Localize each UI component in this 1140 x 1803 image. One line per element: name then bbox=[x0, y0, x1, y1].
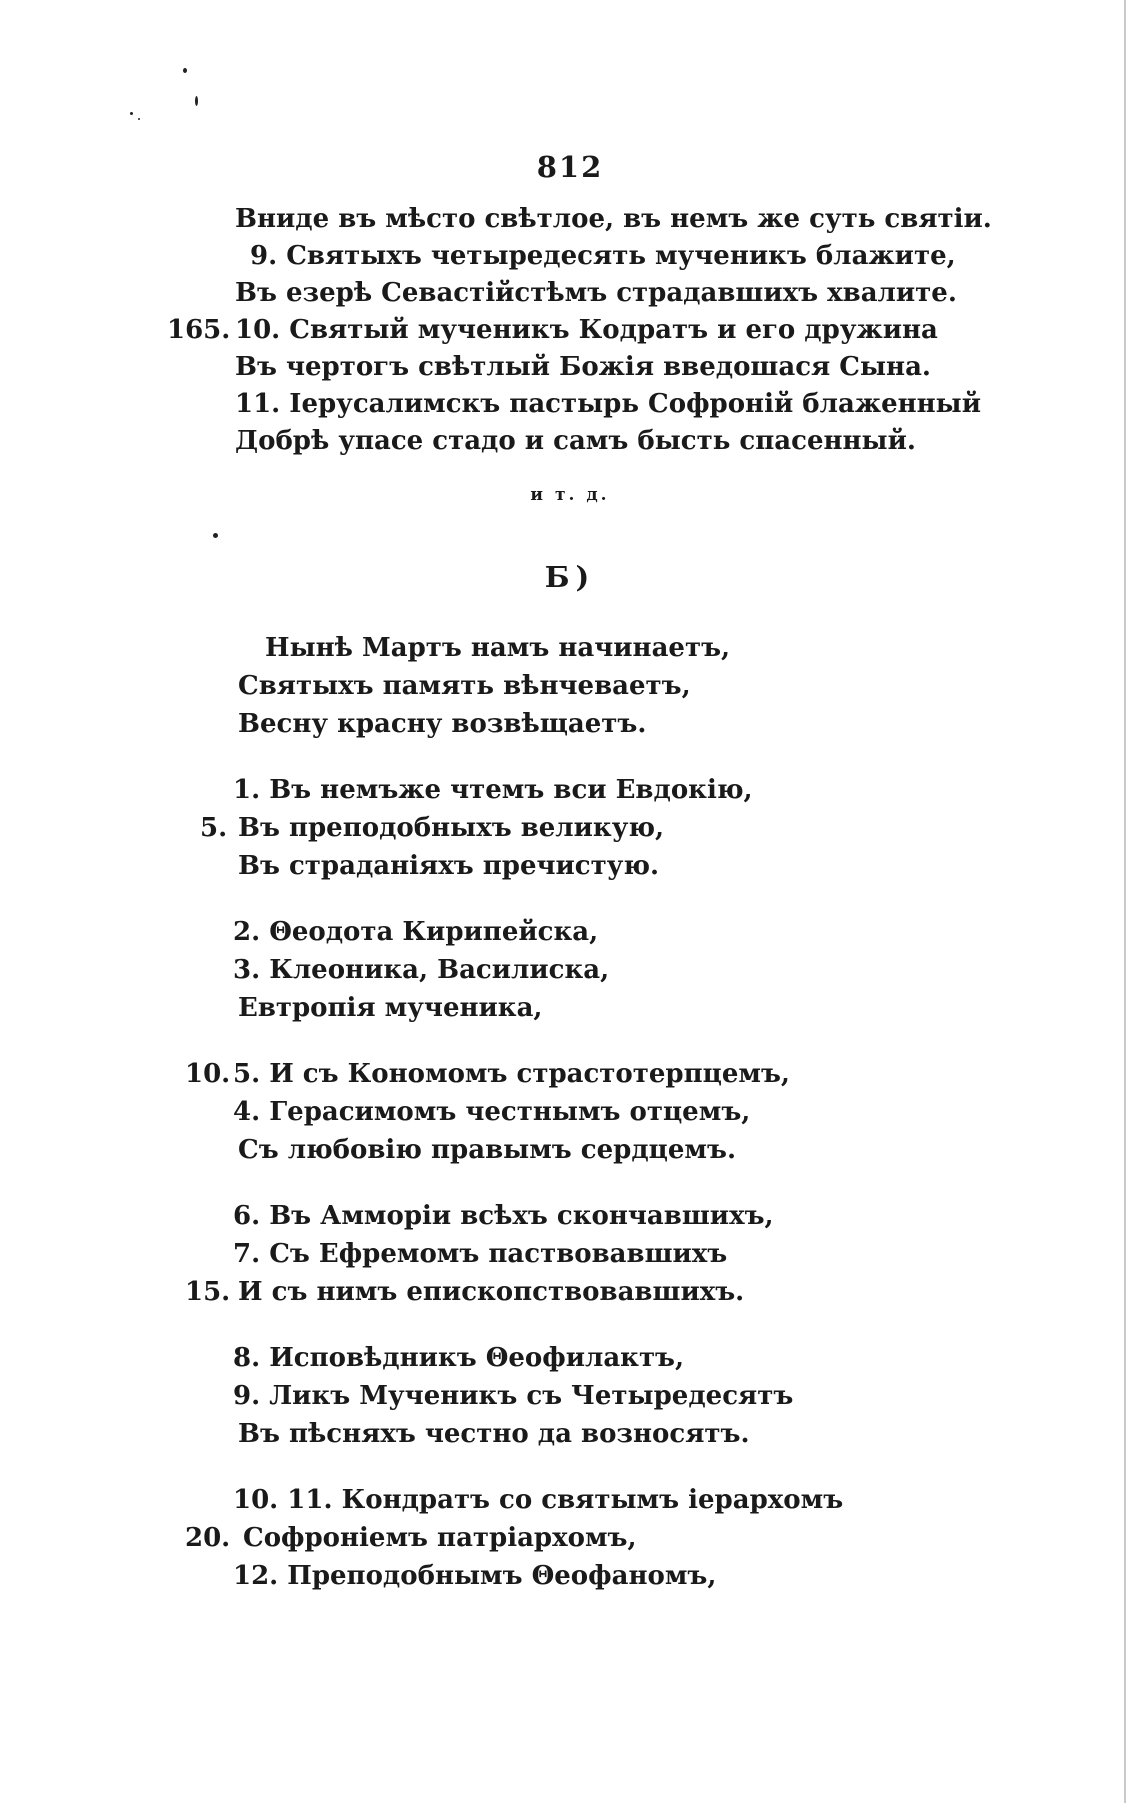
verse-text: 7. Съ Ефремомъ паствовавшихъ bbox=[233, 1239, 728, 1269]
scan-speck bbox=[183, 68, 187, 73]
verse-text: Софроніемъ патріархомъ, bbox=[243, 1523, 637, 1553]
verse-text: Въ чертогъ свѣтлый Божія введошася Сына. bbox=[235, 352, 931, 382]
verse-text: 10. 11. Кондратъ со святымъ іерархомъ bbox=[233, 1485, 844, 1515]
verse-text: 1. Въ немъже чтемъ вси Евдокію, bbox=[233, 775, 753, 805]
line-number: 165. bbox=[167, 315, 231, 345]
verse-text: 4. Герасимомъ честнымъ отцемъ, bbox=[233, 1097, 751, 1127]
page-number: 812 bbox=[536, 150, 604, 184]
verse-text: 9. Ликъ Мученикъ съ Четыредесятъ bbox=[233, 1381, 794, 1411]
verse-text: 10. Святый мученикъ Кодратъ и его дружина bbox=[235, 315, 938, 345]
scan-speck bbox=[213, 533, 218, 538]
verse-text: Въ езерѣ Севастійстѣмъ страдавшихъ хвалите. bbox=[235, 278, 957, 308]
verse-text: Въ преподобныхъ великую, bbox=[238, 813, 665, 843]
scan-speck bbox=[138, 118, 140, 120]
verse-text: Нынѣ Мартъ намъ начинаетъ, bbox=[265, 633, 731, 663]
verse-text: 3. Клеоника, Василиска, bbox=[233, 955, 610, 985]
scan-speck bbox=[130, 112, 133, 115]
etc-marker: и т. д. bbox=[530, 485, 610, 505]
line-number: 10. bbox=[185, 1059, 231, 1089]
verse-text: 5. И съ Кономомъ страстотерпцемъ, bbox=[233, 1059, 790, 1089]
verse-text: Добрѣ упасе стадо и самъ бысть спасенный. bbox=[235, 426, 916, 456]
verse-text: Весну красну возвѣщаетъ. bbox=[238, 709, 647, 739]
line-number: 5. bbox=[200, 813, 228, 843]
scan-edge bbox=[1124, 0, 1126, 1803]
verse-text: 6. Въ Амморіи всѣхъ скончавшихъ, bbox=[233, 1201, 774, 1231]
verse-text: 12. Преподобнымъ Θеофаномъ, bbox=[233, 1561, 717, 1591]
verse-text: Евтропія мученика, bbox=[238, 993, 543, 1023]
verse-text: Вниде въ мѣсто свѣтлое, въ немъ же суть святіи. bbox=[235, 204, 992, 234]
verse-text: 8. Исповѣдникъ Θеофилактъ, bbox=[233, 1343, 685, 1373]
verse-text: И съ нимъ епископствовавшихъ. bbox=[238, 1277, 745, 1307]
verse-text: 2. Θеодота Кирипейска, bbox=[233, 917, 599, 947]
line-number: 20. bbox=[185, 1523, 231, 1553]
verse-text: 11. Іерусалимскъ пастырь Софроній блаженный bbox=[235, 389, 982, 419]
verse-text: Съ любовію правымъ сердцемъ. bbox=[238, 1135, 736, 1165]
line-number: 15. bbox=[185, 1277, 231, 1307]
verse-text: Въ страданіяхъ пречистую. bbox=[238, 851, 660, 881]
verse-text: Въ пѣсняхъ честно да возносятъ. bbox=[238, 1419, 750, 1449]
verse-text: Святыхъ память вѣнчеваетъ, bbox=[238, 671, 691, 701]
scan-speck bbox=[195, 96, 198, 106]
section-heading: Б) bbox=[544, 560, 596, 594]
verse-text: 9. Святыхъ четыредесять мученикъ блажите, bbox=[250, 241, 956, 271]
